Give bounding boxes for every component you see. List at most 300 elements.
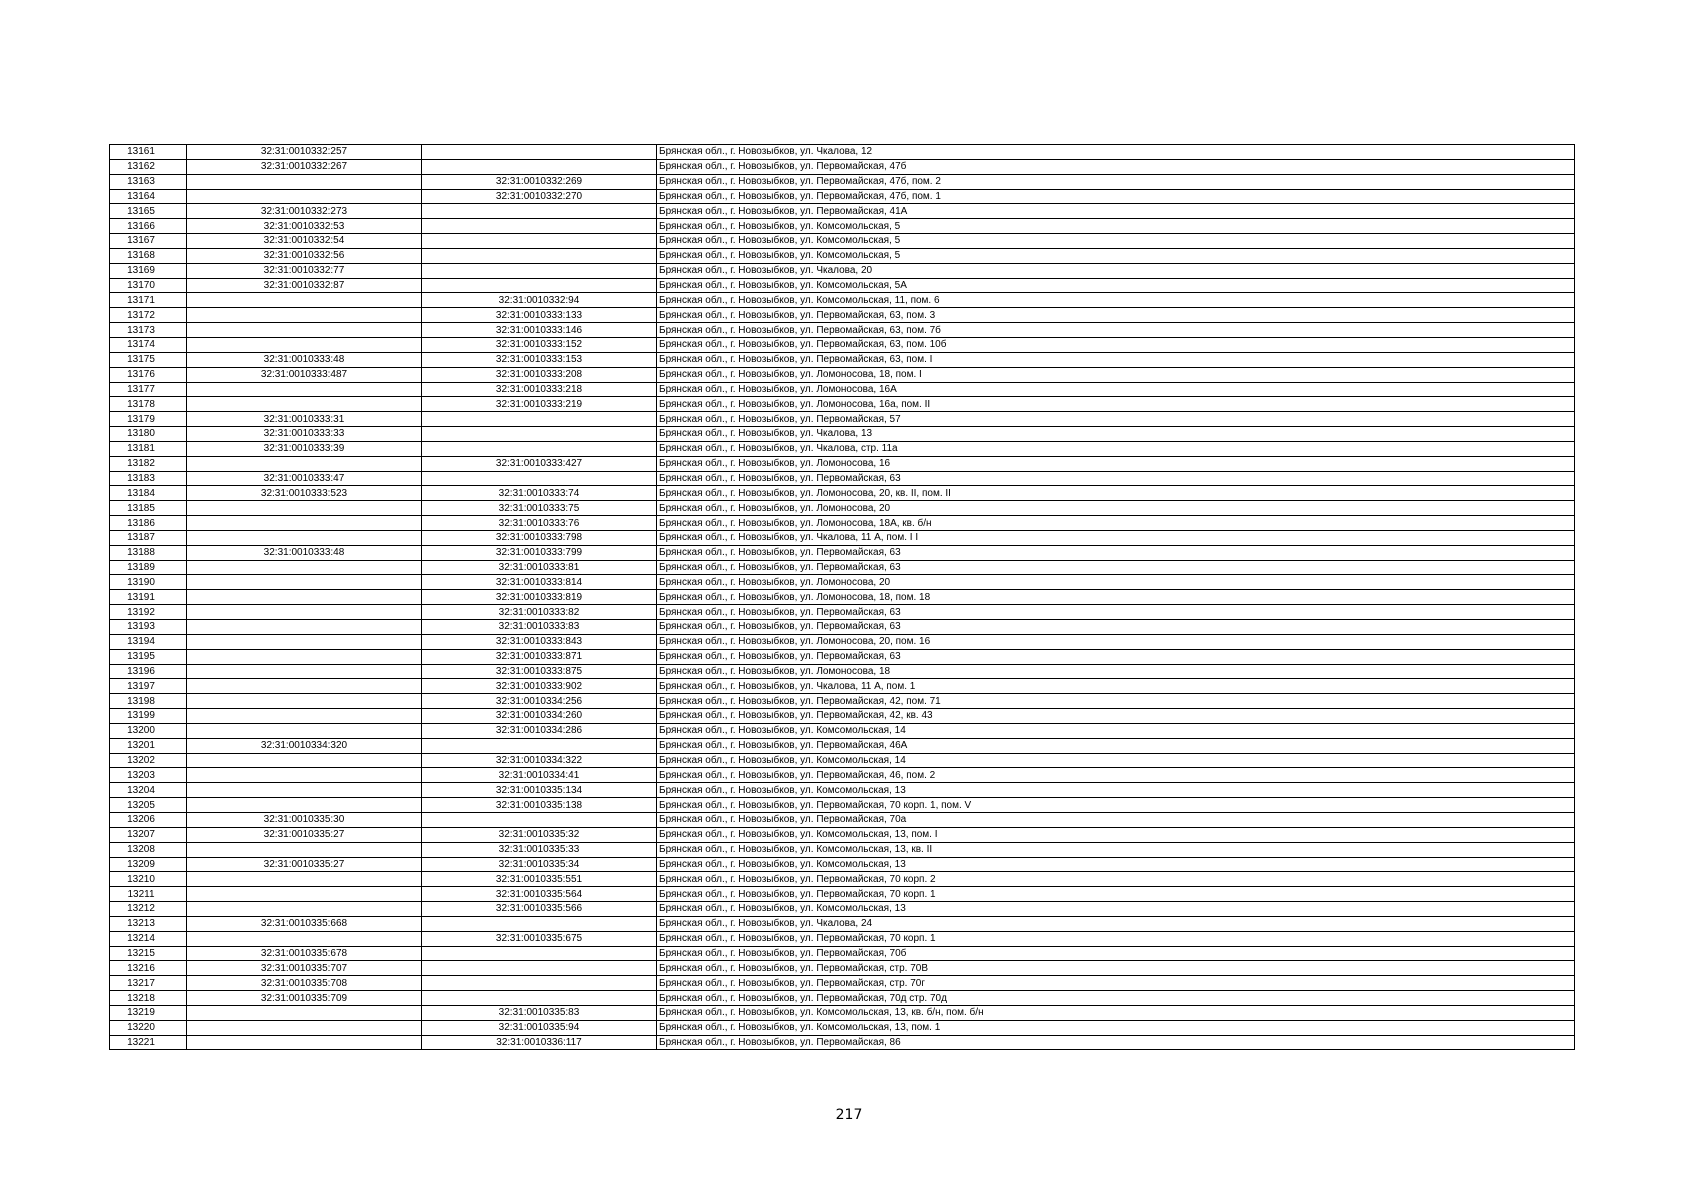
- row-number-cell: 13193: [110, 620, 187, 635]
- related-cadastral-cell: [422, 219, 657, 234]
- related-cadastral-cell: 32:31:0010335:551: [422, 872, 657, 887]
- cadastral-number-cell: [187, 694, 422, 709]
- cadastral-number-cell: 32:31:0010333:487: [187, 367, 422, 382]
- cadastral-number-cell: [187, 456, 422, 471]
- row-number-cell: 13169: [110, 263, 187, 278]
- related-cadastral-cell: 32:31:0010332:269: [422, 174, 657, 189]
- cadastral-number-cell: 32:31:0010335:708: [187, 976, 422, 991]
- row-number-cell: 13184: [110, 486, 187, 501]
- related-cadastral-cell: [422, 976, 657, 991]
- table-row: [110, 308, 1575, 323]
- address-cell: Брянская обл., г. Новозыбков, ул. Ломоносова, 16: [657, 456, 1575, 471]
- related-cadastral-cell: 32:31:0010336:117: [422, 1035, 657, 1050]
- related-cadastral-cell: 32:31:0010334:286: [422, 723, 657, 738]
- cadastral-number-cell: [187, 174, 422, 189]
- table-row: [110, 991, 1575, 1006]
- related-cadastral-cell: 32:31:0010334:256: [422, 694, 657, 709]
- table-row: [110, 145, 1575, 160]
- table-row: [110, 189, 1575, 204]
- row-number-cell: 13183: [110, 471, 187, 486]
- cadastral-number-cell: 32:31:0010332:56: [187, 248, 422, 263]
- row-number-cell: 13166: [110, 219, 187, 234]
- related-cadastral-cell: [422, 263, 657, 278]
- table-row: [110, 872, 1575, 887]
- address-cell: Брянская обл., г. Новозыбков, ул. Первомайская, 70д стр. 70д: [657, 991, 1575, 1006]
- cadastral-number-cell: [187, 605, 422, 620]
- row-number-cell: 13185: [110, 501, 187, 516]
- related-cadastral-cell: [422, 471, 657, 486]
- row-number-cell: 13218: [110, 991, 187, 1006]
- row-number-cell: 13215: [110, 946, 187, 961]
- table-row: [110, 664, 1575, 679]
- table-row: [110, 902, 1575, 917]
- row-number-cell: 13203: [110, 768, 187, 783]
- table-row: [110, 649, 1575, 664]
- row-number-cell: 13182: [110, 456, 187, 471]
- table-row: [110, 248, 1575, 263]
- row-number-cell: 13192: [110, 605, 187, 620]
- row-number-cell: 13201: [110, 738, 187, 753]
- cadastral-number-cell: [187, 1035, 422, 1050]
- row-number-cell: 13220: [110, 1020, 187, 1035]
- address-cell: Брянская обл., г. Новозыбков, ул. Ломоносова, 20: [657, 501, 1575, 516]
- cadastral-number-cell: [187, 872, 422, 887]
- row-number-cell: 13198: [110, 694, 187, 709]
- table-row: [110, 441, 1575, 456]
- row-number-cell: 13209: [110, 857, 187, 872]
- table-row: [110, 471, 1575, 486]
- address-cell: Брянская обл., г. Новозыбков, ул. Первомайская, 63, пом. 3: [657, 308, 1575, 323]
- row-number-cell: 13213: [110, 916, 187, 931]
- row-number-cell: 13190: [110, 575, 187, 590]
- row-number-cell: 13196: [110, 664, 187, 679]
- related-cadastral-cell: 32:31:0010335:134: [422, 783, 657, 798]
- table-row: [110, 204, 1575, 219]
- address-cell: Брянская обл., г. Новозыбков, ул. Первомайская, 70 корп. 2: [657, 872, 1575, 887]
- row-number-cell: 13186: [110, 516, 187, 531]
- row-number-cell: 13199: [110, 709, 187, 724]
- related-cadastral-cell: [422, 946, 657, 961]
- address-cell: Брянская обл., г. Новозыбков, ул. Чкалова, 20: [657, 263, 1575, 278]
- address-cell: Брянская обл., г. Новозыбков, ул. Первомайская, 63, пом. I: [657, 352, 1575, 367]
- related-cadastral-cell: [422, 427, 657, 442]
- related-cadastral-cell: 32:31:0010333:902: [422, 679, 657, 694]
- cadastral-number-cell: 32:31:0010335:27: [187, 857, 422, 872]
- table-row: [110, 738, 1575, 753]
- table-row: [110, 263, 1575, 278]
- address-cell: Брянская обл., г. Новозыбков, ул. Ломоносова, 18, пом. 18: [657, 590, 1575, 605]
- cadastral-number-cell: 32:31:0010333:31: [187, 412, 422, 427]
- cadastral-number-cell: [187, 783, 422, 798]
- address-cell: Брянская обл., г. Новозыбков, ул. Первомайская, 70а: [657, 812, 1575, 827]
- related-cadastral-cell: [422, 441, 657, 456]
- address-cell: Брянская обл., г. Новозыбков, ул. Ломоносова, 20: [657, 575, 1575, 590]
- related-cadastral-cell: 32:31:0010335:33: [422, 842, 657, 857]
- cadastral-number-cell: [187, 293, 422, 308]
- row-number-cell: 13181: [110, 441, 187, 456]
- cadastral-number-cell: [187, 189, 422, 204]
- related-cadastral-cell: 32:31:0010333:152: [422, 337, 657, 352]
- table-row: [110, 812, 1575, 827]
- table-row: [110, 590, 1575, 605]
- cadastral-number-cell: [187, 902, 422, 917]
- address-cell: Брянская обл., г. Новозыбков, ул. Первомайская, 63: [657, 649, 1575, 664]
- property-table: [109, 144, 1575, 1050]
- address-cell: Брянская обл., г. Новозыбков, ул. Первомайская, 86: [657, 1035, 1575, 1050]
- row-number-cell: 13221: [110, 1035, 187, 1050]
- related-cadastral-cell: 32:31:0010335:675: [422, 931, 657, 946]
- address-cell: Брянская обл., г. Новозыбков, ул. Первомайская, 63: [657, 545, 1575, 560]
- cadastral-number-cell: [187, 649, 422, 664]
- table-row: [110, 694, 1575, 709]
- address-cell: Брянская обл., г. Новозыбков, ул. Первомайская, 63: [657, 560, 1575, 575]
- cadastral-number-cell: [187, 575, 422, 590]
- address-cell: Брянская обл., г. Новозыбков, ул. Комсомольская, 5: [657, 234, 1575, 249]
- address-cell: Брянская обл., г. Новозыбков, ул. Комсомольская, 13: [657, 857, 1575, 872]
- table-row: [110, 382, 1575, 397]
- related-cadastral-cell: 32:31:0010332:94: [422, 293, 657, 308]
- related-cadastral-cell: 32:31:0010335:32: [422, 827, 657, 842]
- cadastral-number-cell: [187, 337, 422, 352]
- cadastral-number-cell: [187, 530, 422, 545]
- row-number-cell: 13168: [110, 248, 187, 263]
- table-row: [110, 679, 1575, 694]
- cadastral-number-cell: [187, 768, 422, 783]
- related-cadastral-cell: [422, 812, 657, 827]
- cadastral-number-cell: 32:31:0010332:77: [187, 263, 422, 278]
- row-number-cell: 13205: [110, 798, 187, 813]
- address-cell: Брянская обл., г. Новозыбков, ул. Первомайская, 63, пом. 7б: [657, 323, 1575, 338]
- table-row: [110, 456, 1575, 471]
- address-cell: Брянская обл., г. Новозыбков, ул. Комсомольская, 13, пом. 1: [657, 1020, 1575, 1035]
- related-cadastral-cell: 32:31:0010333:819: [422, 590, 657, 605]
- cadastral-number-cell: [187, 709, 422, 724]
- table-row: [110, 575, 1575, 590]
- table-row: [110, 887, 1575, 902]
- table-row: [110, 234, 1575, 249]
- cadastral-number-cell: 32:31:0010335:30: [187, 812, 422, 827]
- related-cadastral-cell: 32:31:0010335:94: [422, 1020, 657, 1035]
- address-cell: Брянская обл., г. Новозыбков, ул. Комсомольская, 13, кв. II: [657, 842, 1575, 857]
- cadastral-number-cell: 32:31:0010332:53: [187, 219, 422, 234]
- related-cadastral-cell: 32:31:0010335:564: [422, 887, 657, 902]
- related-cadastral-cell: 32:31:0010333:153: [422, 352, 657, 367]
- address-cell: Брянская обл., г. Новозыбков, ул. Ломоносова, 20, пом. 16: [657, 634, 1575, 649]
- related-cadastral-cell: 32:31:0010333:81: [422, 560, 657, 575]
- row-number-cell: 13170: [110, 278, 187, 293]
- cadastral-number-cell: [187, 1020, 422, 1035]
- related-cadastral-cell: [422, 234, 657, 249]
- cadastral-number-cell: 32:31:0010332:257: [187, 145, 422, 160]
- related-cadastral-cell: 32:31:0010333:799: [422, 545, 657, 560]
- row-number-cell: 13217: [110, 976, 187, 991]
- table-row: [110, 159, 1575, 174]
- address-cell: Брянская обл., г. Новозыбков, ул. Первомайская, 63: [657, 620, 1575, 635]
- related-cadastral-cell: [422, 159, 657, 174]
- table-row: [110, 783, 1575, 798]
- related-cadastral-cell: 32:31:0010333:219: [422, 397, 657, 412]
- related-cadastral-cell: 32:31:0010334:322: [422, 753, 657, 768]
- cadastral-number-cell: [187, 887, 422, 902]
- related-cadastral-cell: [422, 412, 657, 427]
- related-cadastral-cell: [422, 961, 657, 976]
- table-row: [110, 753, 1575, 768]
- table-row: [110, 620, 1575, 635]
- table-row: [110, 337, 1575, 352]
- row-number-cell: 13189: [110, 560, 187, 575]
- table-row: [110, 1035, 1575, 1050]
- address-cell: Брянская обл., г. Новозыбков, ул. Чкалова, стр. 11а: [657, 441, 1575, 456]
- table-row: [110, 798, 1575, 813]
- row-number-cell: 13173: [110, 323, 187, 338]
- address-cell: Брянская обл., г. Новозыбков, ул. Комсомольская, 13: [657, 902, 1575, 917]
- cadastral-number-cell: [187, 664, 422, 679]
- row-number-cell: 13174: [110, 337, 187, 352]
- table-row: [110, 827, 1575, 842]
- table-row: [110, 412, 1575, 427]
- row-number-cell: 13216: [110, 961, 187, 976]
- address-cell: Брянская обл., г. Новозыбков, ул. Первомайская, 70 корп. 1: [657, 931, 1575, 946]
- address-cell: Брянская обл., г. Новозыбков, ул. Комсомольская, 5А: [657, 278, 1575, 293]
- cadastral-number-cell: [187, 679, 422, 694]
- page-number: 217: [835, 1107, 863, 1123]
- address-cell: Брянская обл., г. Новозыбков, ул. Комсомольская, 11, пом. 6: [657, 293, 1575, 308]
- row-number-cell: 13194: [110, 634, 187, 649]
- related-cadastral-cell: [422, 916, 657, 931]
- row-number-cell: 13165: [110, 204, 187, 219]
- row-number-cell: 13219: [110, 1005, 187, 1020]
- address-cell: Брянская обл., г. Новозыбков, ул. Комсомольская, 14: [657, 753, 1575, 768]
- cadastral-number-cell: [187, 501, 422, 516]
- address-cell: Брянская обл., г. Новозыбков, ул. Ломоносова, 18: [657, 664, 1575, 679]
- row-number-cell: 13212: [110, 902, 187, 917]
- row-number-cell: 13191: [110, 590, 187, 605]
- row-number-cell: 13167: [110, 234, 187, 249]
- related-cadastral-cell: [422, 991, 657, 1006]
- row-number-cell: 13187: [110, 530, 187, 545]
- table-row: [110, 857, 1575, 872]
- cadastral-number-cell: 32:31:0010335:668: [187, 916, 422, 931]
- address-cell: Брянская обл., г. Новозыбков, ул. Комсомольская, 5: [657, 219, 1575, 234]
- address-cell: Брянская обл., г. Новозыбков, ул. Комсомольская, 13, пом. I: [657, 827, 1575, 842]
- table-row: [110, 278, 1575, 293]
- cadastral-number-cell: 32:31:0010332:267: [187, 159, 422, 174]
- cadastral-number-cell: [187, 931, 422, 946]
- table-row: [110, 842, 1575, 857]
- related-cadastral-cell: 32:31:0010333:843: [422, 634, 657, 649]
- related-cadastral-cell: 32:31:0010332:270: [422, 189, 657, 204]
- related-cadastral-cell: 32:31:0010333:814: [422, 575, 657, 590]
- related-cadastral-cell: 32:31:0010335:138: [422, 798, 657, 813]
- row-number-cell: 13162: [110, 159, 187, 174]
- related-cadastral-cell: 32:31:0010333:427: [422, 456, 657, 471]
- related-cadastral-cell: 32:31:0010333:218: [422, 382, 657, 397]
- row-number-cell: 13177: [110, 382, 187, 397]
- cadastral-number-cell: [187, 308, 422, 323]
- table-row: [110, 605, 1575, 620]
- address-cell: Брянская обл., г. Новозыбков, ул. Первомайская, 46, пом. 2: [657, 768, 1575, 783]
- table-row: [110, 174, 1575, 189]
- property-table-body: [110, 145, 1575, 1050]
- address-cell: Брянская обл., г. Новозыбков, ул. Комсомольская, 13: [657, 783, 1575, 798]
- cadastral-number-cell: [187, 397, 422, 412]
- related-cadastral-cell: [422, 738, 657, 753]
- related-cadastral-cell: 32:31:0010334:260: [422, 709, 657, 724]
- table-row: [110, 367, 1575, 382]
- table-row: [110, 530, 1575, 545]
- address-cell: Брянская обл., г. Новозыбков, ул. Ломоносова, 16А: [657, 382, 1575, 397]
- cadastral-number-cell: [187, 620, 422, 635]
- related-cadastral-cell: 32:31:0010335:83: [422, 1005, 657, 1020]
- row-number-cell: 13171: [110, 293, 187, 308]
- address-cell: Брянская обл., г. Новозыбков, ул. Первомайская, 63, пом. 10б: [657, 337, 1575, 352]
- table-row: [110, 1020, 1575, 1035]
- cadastral-number-cell: [187, 560, 422, 575]
- address-cell: Брянская обл., г. Новозыбков, ул. Первомайская, 70 корп. 1: [657, 887, 1575, 902]
- cadastral-number-cell: [187, 323, 422, 338]
- address-cell: Брянская обл., г. Новозыбков, ул. Чкалова, 13: [657, 427, 1575, 442]
- cadastral-number-cell: 32:31:0010332:87: [187, 278, 422, 293]
- related-cadastral-cell: 32:31:0010333:75: [422, 501, 657, 516]
- cadastral-number-cell: [187, 753, 422, 768]
- address-cell: Брянская обл., г. Новозыбков, ул. Чкалова, 11 А, пом. I I: [657, 530, 1575, 545]
- related-cadastral-cell: 32:31:0010335:34: [422, 857, 657, 872]
- related-cadastral-cell: [422, 204, 657, 219]
- row-number-cell: 13206: [110, 812, 187, 827]
- related-cadastral-cell: 32:31:0010333:208: [422, 367, 657, 382]
- table-row: [110, 323, 1575, 338]
- related-cadastral-cell: 32:31:0010333:76: [422, 516, 657, 531]
- address-cell: Брянская обл., г. Новозыбков, ул. Комсомольская, 14: [657, 723, 1575, 738]
- address-cell: Брянская обл., г. Новозыбков, ул. Ломоносова, 20, кв. II, пом. II: [657, 486, 1575, 501]
- row-number-cell: 13197: [110, 679, 187, 694]
- table-row: [110, 1005, 1575, 1020]
- cadastral-number-cell: 32:31:0010335:678: [187, 946, 422, 961]
- address-cell: Брянская обл., г. Новозыбков, ул. Первомайская, 70 корп. 1, пом. V: [657, 798, 1575, 813]
- cadastral-number-cell: 32:31:0010333:48: [187, 545, 422, 560]
- related-cadastral-cell: 32:31:0010333:871: [422, 649, 657, 664]
- row-number-cell: 13163: [110, 174, 187, 189]
- table-row: [110, 427, 1575, 442]
- row-number-cell: 13202: [110, 753, 187, 768]
- address-cell: Брянская обл., г. Новозыбков, ул. Первомайская, 70б: [657, 946, 1575, 961]
- related-cadastral-cell: 32:31:0010333:798: [422, 530, 657, 545]
- address-cell: Брянская обл., г. Новозыбков, ул. Первомайская, 47б: [657, 159, 1575, 174]
- table-row: [110, 916, 1575, 931]
- cadastral-number-cell: 32:31:0010335:27: [187, 827, 422, 842]
- address-cell: Брянская обл., г. Новозыбков, ул. Первомайская, 47б, пом. 1: [657, 189, 1575, 204]
- table-row: [110, 768, 1575, 783]
- cadastral-number-cell: [187, 516, 422, 531]
- address-cell: Брянская обл., г. Новозыбков, ул. Первомайская, стр. 70г: [657, 976, 1575, 991]
- address-cell: Брянская обл., г. Новозыбков, ул. Первомайская, стр. 70В: [657, 961, 1575, 976]
- address-cell: Брянская обл., г. Новозыбков, ул. Первомайская, 63: [657, 605, 1575, 620]
- related-cadastral-cell: [422, 145, 657, 160]
- table-row: [110, 961, 1575, 976]
- address-cell: Брянская обл., г. Новозыбков, ул. Ломоносова, 18, пом. I: [657, 367, 1575, 382]
- related-cadastral-cell: 32:31:0010333:875: [422, 664, 657, 679]
- address-cell: Брянская обл., г. Новозыбков, ул. Первомайская, 63: [657, 471, 1575, 486]
- table-row: [110, 397, 1575, 412]
- address-cell: Брянская обл., г. Новозыбков, ул. Чкалова, 24: [657, 916, 1575, 931]
- row-number-cell: 13172: [110, 308, 187, 323]
- cadastral-number-cell: [187, 842, 422, 857]
- row-number-cell: 13210: [110, 872, 187, 887]
- table-row: [110, 946, 1575, 961]
- row-number-cell: 13180: [110, 427, 187, 442]
- address-cell: Брянская обл., г. Новозыбков, ул. Первомайская, 46А: [657, 738, 1575, 753]
- table-row: [110, 723, 1575, 738]
- table-row: [110, 634, 1575, 649]
- row-number-cell: 13208: [110, 842, 187, 857]
- row-number-cell: 13179: [110, 412, 187, 427]
- related-cadastral-cell: 32:31:0010333:83: [422, 620, 657, 635]
- row-number-cell: 13214: [110, 931, 187, 946]
- row-number-cell: 13200: [110, 723, 187, 738]
- cadastral-number-cell: 32:31:0010335:707: [187, 961, 422, 976]
- row-number-cell: 13207: [110, 827, 187, 842]
- cadastral-number-cell: [187, 723, 422, 738]
- related-cadastral-cell: 32:31:0010333:133: [422, 308, 657, 323]
- cadastral-number-cell: 32:31:0010333:33: [187, 427, 422, 442]
- address-cell: Брянская обл., г. Новозыбков, ул. Ломоносова, 16а, пом. II: [657, 397, 1575, 412]
- cadastral-number-cell: 32:31:0010333:48: [187, 352, 422, 367]
- related-cadastral-cell: 32:31:0010335:566: [422, 902, 657, 917]
- address-cell: Брянская обл., г. Новозыбков, ул. Первомайская, 42, кв. 43: [657, 709, 1575, 724]
- cadastral-number-cell: [187, 634, 422, 649]
- table-row: [110, 931, 1575, 946]
- address-cell: Брянская обл., г. Новозыбков, ул. Чкалова, 12: [657, 145, 1575, 160]
- related-cadastral-cell: 32:31:0010333:82: [422, 605, 657, 620]
- table-row: [110, 486, 1575, 501]
- table-row: [110, 219, 1575, 234]
- row-number-cell: 13161: [110, 145, 187, 160]
- table-row: [110, 293, 1575, 308]
- related-cadastral-cell: [422, 248, 657, 263]
- cadastral-number-cell: [187, 798, 422, 813]
- row-number-cell: 13178: [110, 397, 187, 412]
- row-number-cell: 13211: [110, 887, 187, 902]
- related-cadastral-cell: 32:31:0010334:41: [422, 768, 657, 783]
- cadastral-number-cell: 32:31:0010335:709: [187, 991, 422, 1006]
- row-number-cell: 13195: [110, 649, 187, 664]
- address-cell: Брянская обл., г. Новозыбков, ул. Комсомольская, 13, кв. б/н, пом. б/н: [657, 1005, 1575, 1020]
- cadastral-number-cell: 32:31:0010333:39: [187, 441, 422, 456]
- cadastral-number-cell: [187, 382, 422, 397]
- address-cell: Брянская обл., г. Новозыбков, ул. Первомайская, 42, пом. 71: [657, 694, 1575, 709]
- table-row: [110, 545, 1575, 560]
- address-cell: Брянская обл., г. Новозыбков, ул. Комсомольская, 5: [657, 248, 1575, 263]
- cadastral-number-cell: [187, 1005, 422, 1020]
- cadastral-number-cell: 32:31:0010333:47: [187, 471, 422, 486]
- related-cadastral-cell: 32:31:0010333:146: [422, 323, 657, 338]
- table-row: [110, 560, 1575, 575]
- cadastral-number-cell: [187, 590, 422, 605]
- row-number-cell: 13176: [110, 367, 187, 382]
- cadastral-number-cell: 32:31:0010332:273: [187, 204, 422, 219]
- cadastral-number-cell: 32:31:0010334:320: [187, 738, 422, 753]
- address-cell: Брянская обл., г. Новозыбков, ул. Первомайская, 41А: [657, 204, 1575, 219]
- row-number-cell: 13175: [110, 352, 187, 367]
- address-cell: Брянская обл., г. Новозыбков, ул. Чкалова, 11 А, пом. 1: [657, 679, 1575, 694]
- row-number-cell: 13204: [110, 783, 187, 798]
- related-cadastral-cell: 32:31:0010333:74: [422, 486, 657, 501]
- cadastral-number-cell: 32:31:0010333:523: [187, 486, 422, 501]
- cadastral-number-cell: 32:31:0010332:54: [187, 234, 422, 249]
- row-number-cell: 13188: [110, 545, 187, 560]
- table-row: [110, 709, 1575, 724]
- address-cell: Брянская обл., г. Новозыбков, ул. Первомайская, 57: [657, 412, 1575, 427]
